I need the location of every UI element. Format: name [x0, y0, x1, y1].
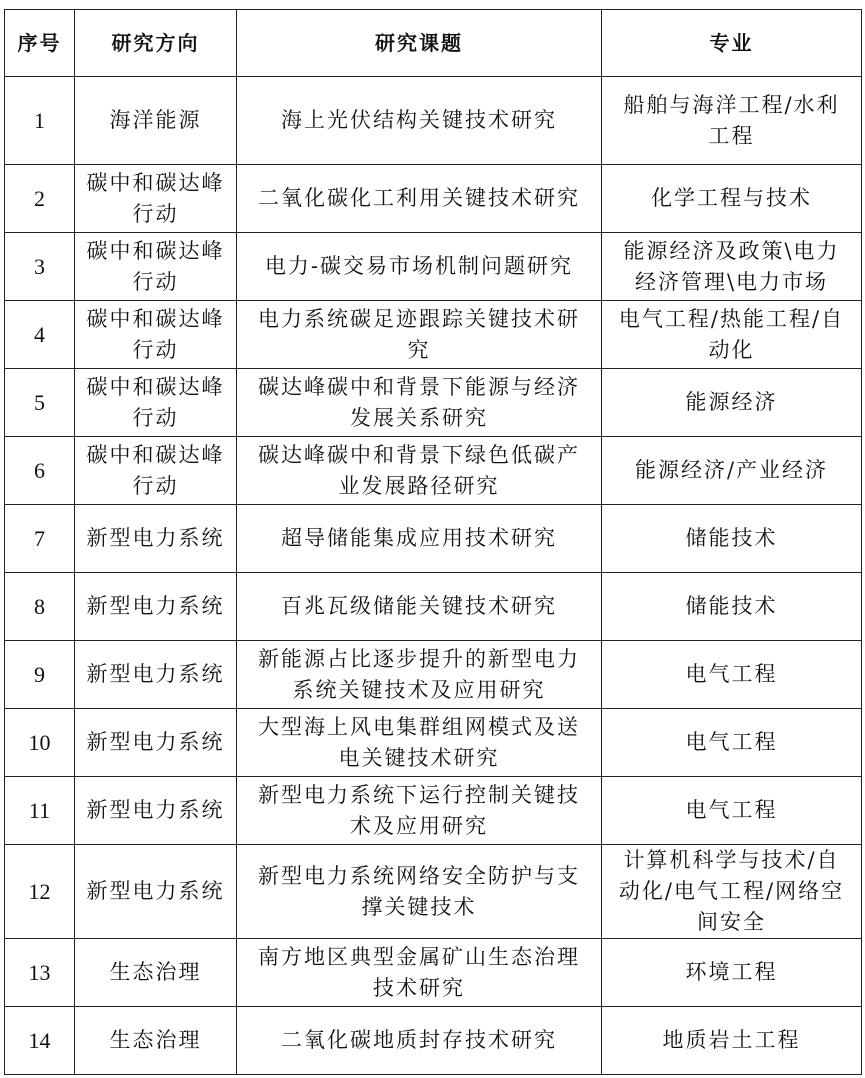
- cell-research-topic: 二氧化碳地质封存技术研究: [237, 1007, 602, 1075]
- cell-research-direction: 新型电力系统: [75, 709, 237, 777]
- cell-serial-number: 13: [5, 939, 75, 1007]
- cell-research-topic: 碳达峰碳中和背景下能源与经济发展关系研究: [237, 369, 602, 437]
- cell-major: 化学工程与技术: [602, 165, 862, 233]
- cell-serial-number: 4: [5, 301, 75, 369]
- cell-research-topic: 南方地区典型金属矿山生态治理技术研究: [237, 939, 602, 1007]
- cell-serial-number: 3: [5, 233, 75, 301]
- cell-major: 能源经济: [602, 369, 862, 437]
- cell-major: 电气工程: [602, 641, 862, 709]
- cell-research-topic: 电力-碳交易市场机制问题研究: [237, 233, 602, 301]
- cell-research-topic: 海上光伏结构关键技术研究: [237, 77, 602, 165]
- cell-major: 电气工程/热能工程/自动化: [602, 301, 862, 369]
- cell-serial-number: 11: [5, 777, 75, 845]
- table-row: [5, 437, 862, 505]
- cell-research-topic: 新型电力系统下运行控制关键技术及应用研究: [237, 777, 602, 845]
- cell-major: 能源经济及政策\电力经济管理\电力市场: [602, 233, 862, 301]
- cell-research-topic: 百兆瓦级储能关键技术研究: [237, 573, 602, 641]
- table-row: [5, 641, 862, 709]
- cell-serial-number: 1: [5, 77, 75, 165]
- cell-major: 船舶与海洋工程/水利工程: [602, 77, 862, 165]
- cell-serial-number: 7: [5, 505, 75, 573]
- research-topics-table: [4, 9, 862, 1075]
- cell-research-direction: 新型电力系统: [75, 505, 237, 573]
- cell-research-direction: 生态治理: [75, 939, 237, 1007]
- table-row: [5, 939, 862, 1007]
- cell-research-direction: 海洋能源: [75, 77, 237, 165]
- table-row: [5, 505, 862, 573]
- table-row: [5, 165, 862, 233]
- cell-research-topic: 大型海上风电集群组网模式及送电关键技术研究: [237, 709, 602, 777]
- cell-research-topic: 二氧化碳化工利用关键技术研究: [237, 165, 602, 233]
- cell-major: 储能技术: [602, 573, 862, 641]
- cell-research-topic: 新能源占比逐步提升的新型电力系统关键技术及应用研究: [237, 641, 602, 709]
- cell-research-topic: 新型电力系统网络安全防护与支撑关键技术: [237, 845, 602, 939]
- cell-major: 电气工程: [602, 777, 862, 845]
- cell-serial-number: 14: [5, 1007, 75, 1075]
- table-row: [5, 1007, 862, 1075]
- table-row: [5, 301, 862, 369]
- cell-major: 储能技术: [602, 505, 862, 573]
- cell-major: 计算机科学与技术/自动化/电气工程/网络空间安全: [602, 845, 862, 939]
- cell-major: 环境工程: [602, 939, 862, 1007]
- cell-serial-number: 5: [5, 369, 75, 437]
- cell-research-direction: 碳中和碳达峰行动: [75, 165, 237, 233]
- table-row: [5, 709, 862, 777]
- table-row: [5, 573, 862, 641]
- cell-research-direction: 新型电力系统: [75, 777, 237, 845]
- cell-research-direction: 新型电力系统: [75, 641, 237, 709]
- cell-serial-number: 6: [5, 437, 75, 505]
- cell-major: 电气工程: [602, 709, 862, 777]
- header-research-direction: 研究方向: [75, 10, 237, 77]
- header-serial-number: 序号: [5, 10, 75, 77]
- cell-serial-number: 9: [5, 641, 75, 709]
- cell-research-direction: 新型电力系统: [75, 845, 237, 939]
- table-row: [5, 777, 862, 845]
- cell-research-topic: 超导储能集成应用技术研究: [237, 505, 602, 573]
- table-row: [5, 77, 862, 165]
- table-row: [5, 369, 862, 437]
- header-major: 专业: [602, 10, 862, 77]
- cell-research-direction: 碳中和碳达峰行动: [75, 437, 237, 505]
- cell-research-topic: 电力系统碳足迹跟踪关键技术研究: [237, 301, 602, 369]
- table-row: [5, 845, 862, 939]
- cell-serial-number: 10: [5, 709, 75, 777]
- cell-research-direction: 碳中和碳达峰行动: [75, 233, 237, 301]
- cell-research-direction: 碳中和碳达峰行动: [75, 301, 237, 369]
- cell-major: 能源经济/产业经济: [602, 437, 862, 505]
- cell-research-direction: 碳中和碳达峰行动: [75, 369, 237, 437]
- cell-serial-number: 2: [5, 165, 75, 233]
- cell-serial-number: 12: [5, 845, 75, 939]
- cell-serial-number: 8: [5, 573, 75, 641]
- table-row: [5, 233, 862, 301]
- table-header-row: [5, 10, 862, 77]
- cell-research-direction: 生态治理: [75, 1007, 237, 1075]
- header-research-topic: 研究课题: [237, 10, 602, 77]
- cell-research-topic: 碳达峰碳中和背景下绿色低碳产业发展路径研究: [237, 437, 602, 505]
- cell-major: 地质岩土工程: [602, 1007, 862, 1075]
- cell-research-direction: 新型电力系统: [75, 573, 237, 641]
